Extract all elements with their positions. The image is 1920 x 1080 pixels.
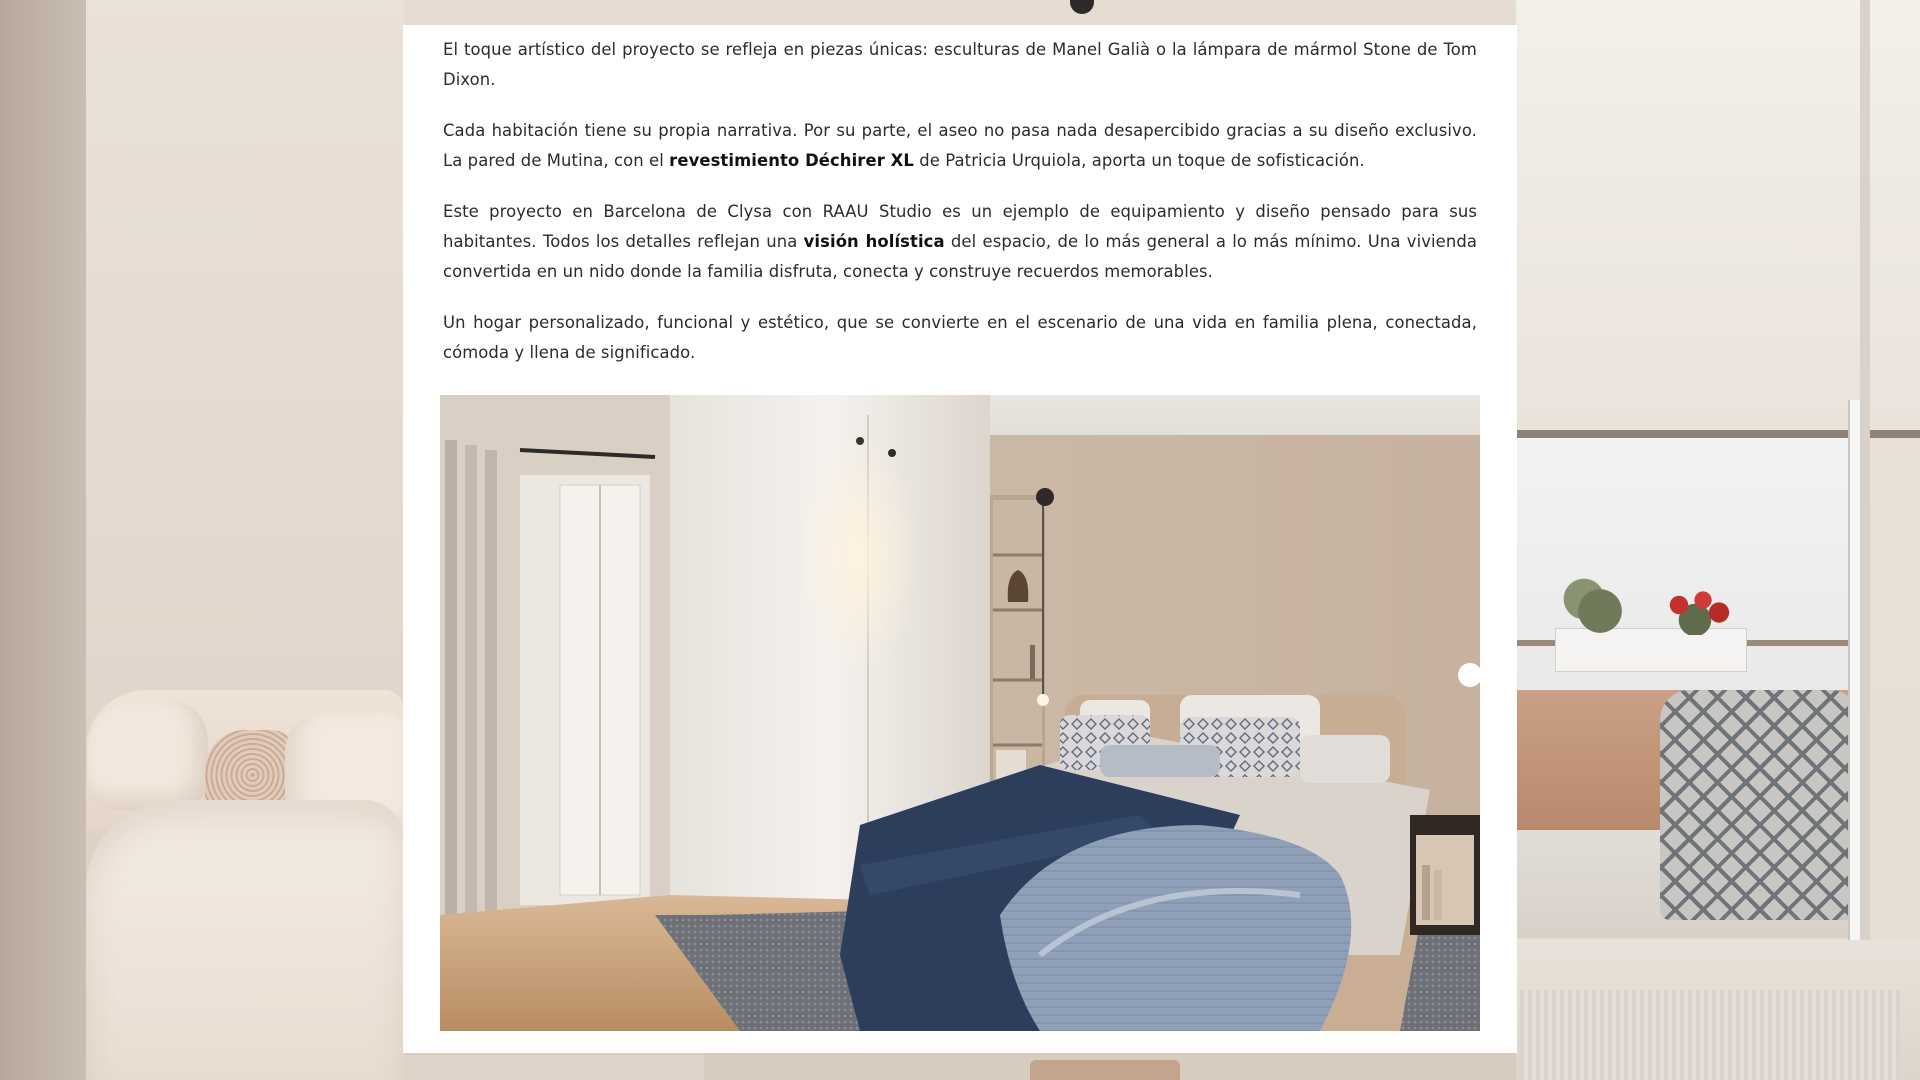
paragraph-text: El toque artístico del proyecto se refleja en piezas únicas: esculturas de Manel Galià o la lámpara de mármol Stone de Tom Dixon. [443, 40, 1477, 89]
background-blind-edge [1860, 0, 1870, 1080]
background-cushion [88, 700, 208, 810]
bedroom-illustration [440, 395, 1480, 1031]
paragraph-text: Cada habitación tiene su propia narrativa. Por su parte, el aseo no pasa nada desapercibido gracias a su diseño exclusivo. La pared de Mutina, con el [443, 121, 1477, 170]
background-chair [1660, 690, 1860, 920]
paragraph-text: de Patricia Urquiola, aporta un toque de sofisticación. [913, 151, 1365, 170]
bold-text-revestimiento: revestimiento Déchirer XL [669, 151, 914, 170]
ceiling-light-icon [1070, 0, 1094, 14]
article-body [443, 35, 1477, 389]
article-paragraph-1 [443, 35, 1477, 95]
background-sofa-arm [86, 800, 404, 1080]
background-flowers [1655, 585, 1735, 635]
background-stool [1030, 1060, 1180, 1080]
article-paragraph-3 [443, 197, 1477, 287]
background-plant [1560, 575, 1640, 635]
article-paragraph-2 [443, 116, 1477, 176]
paragraph-text: Un hogar personalizado, funcional y estético, que se convierte en el escenario de una vida en familia plena, conectada, cómoda y llena de significado. [443, 313, 1477, 362]
background-column [0, 0, 86, 1080]
article-card [403, 25, 1517, 1053]
background-rug [1520, 990, 1900, 1080]
article-paragraph-4 [443, 308, 1477, 368]
paragraph-text: Este proyecto en Barcelona de Clysa con RAAU Studio es un ejemplo de equipamiento y diseño pensado para sus habitantes. Todos los detalles reflejan una [443, 202, 1477, 251]
bedroom-photo [440, 395, 1480, 1031]
paragraph-text: del espacio, de lo más general a lo más mínimo. Una vivienda convertida en un nido donde la familia disfruta, conecta y construye recuerdos memorables. [443, 232, 1477, 281]
bold-text-vision-holistica: visión holística [803, 232, 945, 251]
background-rug-left [404, 1055, 704, 1080]
